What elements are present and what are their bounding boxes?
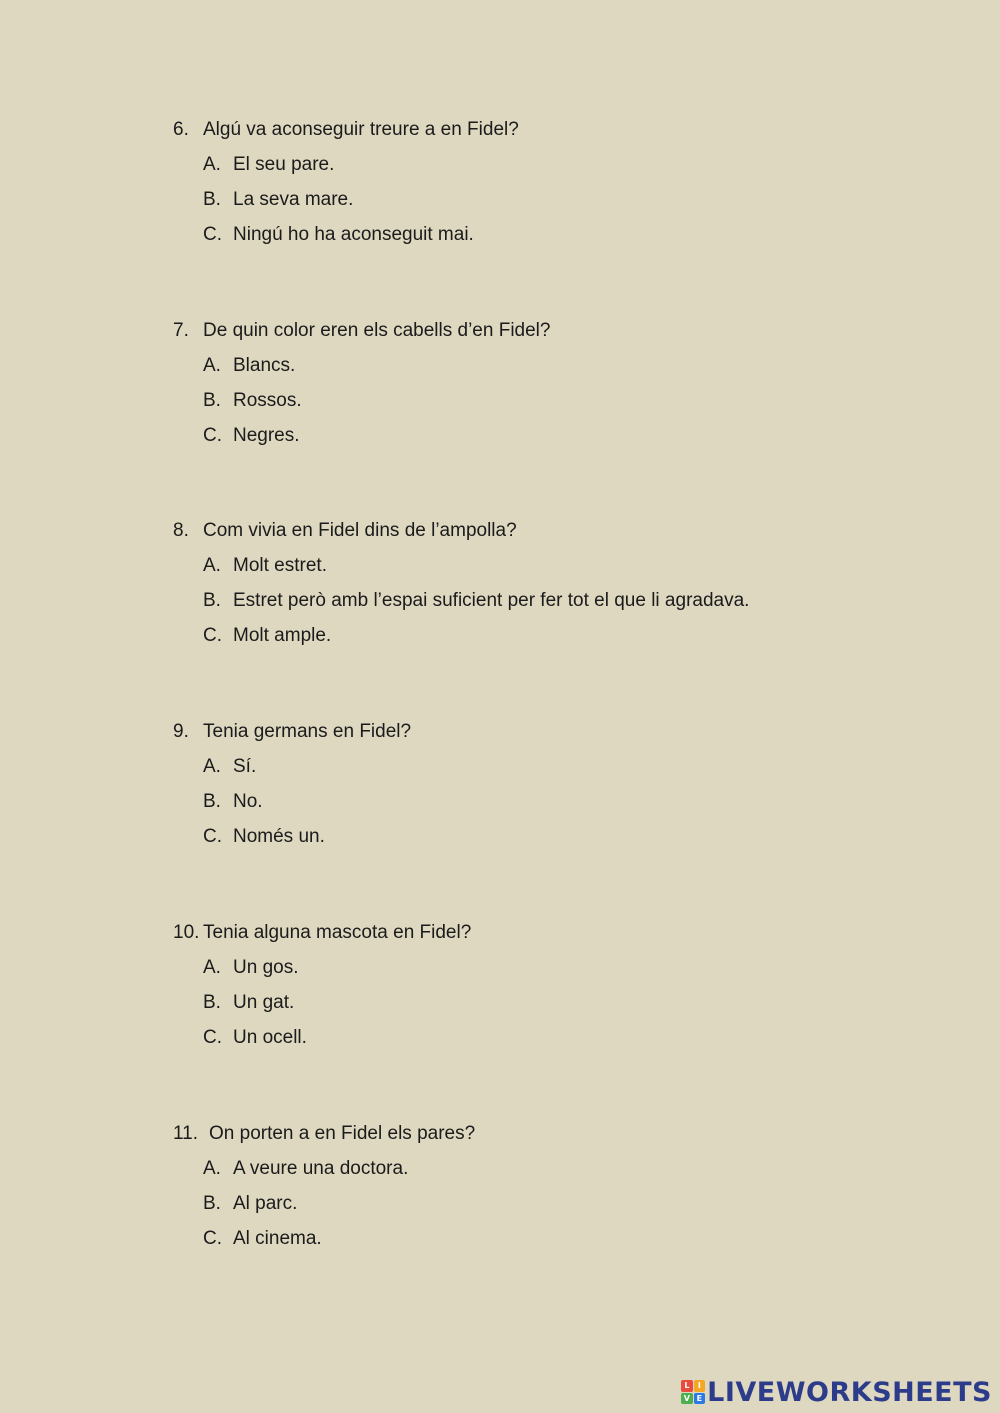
option-c xyxy=(173,223,933,247)
option-letter: C. xyxy=(203,1027,222,1048)
option-text: Un gat. xyxy=(233,992,295,1013)
option-a xyxy=(173,153,933,177)
option-text: A veure una doctora. xyxy=(233,1158,409,1179)
option-text: Rossos. xyxy=(233,390,302,411)
option-letter: C. xyxy=(203,1228,222,1249)
option-text: No. xyxy=(233,791,263,812)
option-letter: B. xyxy=(203,992,221,1013)
option-letter: B. xyxy=(203,590,221,611)
option-text: La seva mare. xyxy=(233,189,354,210)
option-c xyxy=(173,424,933,448)
question-10 xyxy=(173,921,933,1050)
question-text: Tenia germans en Fidel? xyxy=(203,721,412,742)
option-text: Només un. xyxy=(233,826,325,847)
question-8 xyxy=(173,519,933,648)
question-line xyxy=(173,720,933,744)
question-number: 6. xyxy=(173,119,189,140)
question-text: Tenia alguna mascota en Fidel? xyxy=(203,922,472,943)
icon-tile: V xyxy=(681,1393,693,1405)
question-number: 7. xyxy=(173,320,189,341)
option-text: Blancs. xyxy=(233,355,296,376)
question-line xyxy=(173,921,933,945)
option-text: Un gos. xyxy=(233,957,299,978)
option-c xyxy=(173,1026,933,1050)
option-letter: A. xyxy=(203,355,221,376)
option-letter: B. xyxy=(203,1193,221,1214)
option-letter: C. xyxy=(203,826,222,847)
option-a xyxy=(173,1157,933,1181)
option-text: Ningú ho ha aconseguit mai. xyxy=(233,224,474,245)
option-c xyxy=(173,825,933,849)
option-letter: C. xyxy=(203,224,222,245)
question-text: Com vivia en Fidel dins de l’ampolla? xyxy=(203,520,517,541)
question-line xyxy=(173,1122,933,1146)
option-a xyxy=(173,554,933,578)
question-text: On porten a en Fidel els pares? xyxy=(209,1123,476,1144)
question-line xyxy=(173,118,933,142)
option-letter: B. xyxy=(203,189,221,210)
option-b xyxy=(173,188,933,212)
icon-tile: E xyxy=(694,1393,706,1405)
question-number: 11. xyxy=(173,1123,199,1144)
option-letter: C. xyxy=(203,425,222,446)
option-b xyxy=(173,991,933,1015)
option-letter: A. xyxy=(203,1158,221,1179)
icon-tile: I xyxy=(694,1380,706,1392)
question-11 xyxy=(173,1122,933,1251)
question-7 xyxy=(173,319,933,448)
question-9 xyxy=(173,720,933,849)
option-text: Negres. xyxy=(233,425,300,446)
option-text: Sí. xyxy=(233,756,257,777)
option-letter: C. xyxy=(203,625,222,646)
question-line xyxy=(173,319,933,343)
option-a xyxy=(173,755,933,779)
option-text: Molt estret. xyxy=(233,555,327,576)
option-letter: B. xyxy=(203,791,221,812)
option-b xyxy=(173,589,933,613)
question-text: Algú va aconseguir treure a en Fidel? xyxy=(203,119,519,140)
question-6 xyxy=(173,118,933,247)
option-a xyxy=(173,354,933,378)
option-a xyxy=(173,956,933,980)
option-text: Un ocell. xyxy=(233,1027,307,1048)
option-letter: A. xyxy=(203,154,221,175)
option-letter: A. xyxy=(203,555,221,576)
question-line xyxy=(173,519,933,543)
brand-name: LIVEWORKSHEETS xyxy=(707,1376,992,1408)
option-c xyxy=(173,1227,933,1251)
question-text: De quin color eren els cabells d’en Fidel? xyxy=(203,320,551,341)
option-text: Estret però amb l’espai suficient per fer tot el que li agradava. xyxy=(233,590,750,611)
option-text: Al cinema. xyxy=(233,1228,322,1249)
question-number: 10. xyxy=(173,922,200,943)
liveworksheets-logo xyxy=(681,1375,992,1409)
option-text: El seu pare. xyxy=(233,154,335,175)
option-letter: A. xyxy=(203,957,221,978)
option-letter: B. xyxy=(203,390,221,411)
option-b xyxy=(173,1192,933,1216)
option-c xyxy=(173,624,933,648)
option-letter: A. xyxy=(203,756,221,777)
option-b xyxy=(173,389,933,413)
option-text: Molt ample. xyxy=(233,625,332,646)
option-b xyxy=(173,790,933,814)
question-number: 8. xyxy=(173,520,189,541)
icon-tile: L xyxy=(681,1380,693,1392)
liveworksheets-icon xyxy=(681,1380,705,1404)
option-text: Al parc. xyxy=(233,1193,298,1214)
question-number: 9. xyxy=(173,721,189,742)
